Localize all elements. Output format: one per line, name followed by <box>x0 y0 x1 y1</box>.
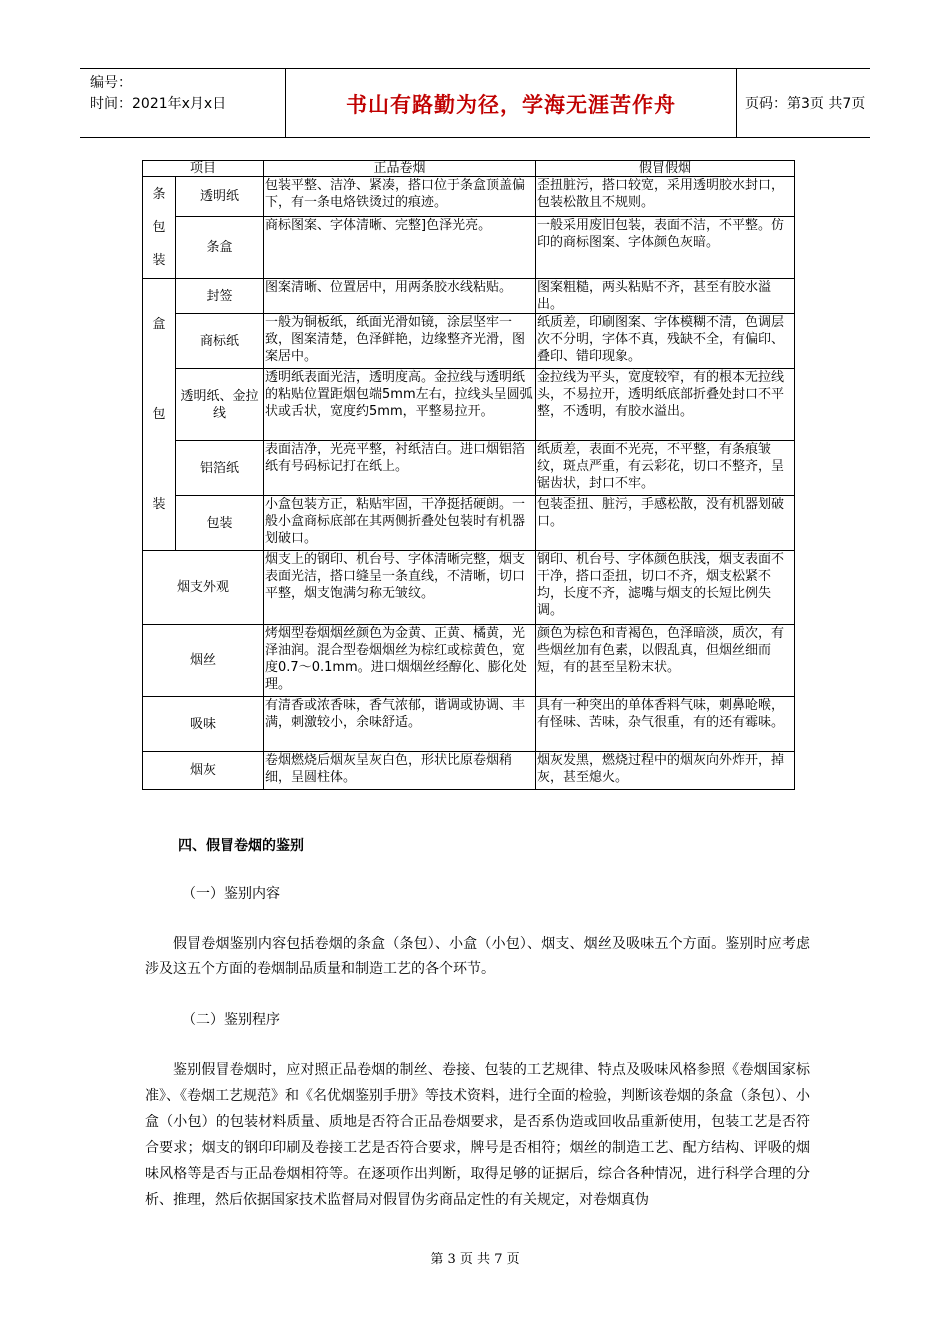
paragraph-procedure-text: 鉴别假冒卷烟时，应对照正品卷烟的制丝、卷接、包装的工艺规律、特点及吸味风格参照《卷烟国家标准》、《卷烟工艺规范》和《名优烟鉴别手册》等技术资料，进行全面的检验，判断该卷烟的条盒（条包）、小盒（小包）的包装材料质量、质地是否符合正品卷烟要求，是否系伪造或回收品重新使用，包装工艺是否符合要求；烟支的钢印印刷及卷接工艺是否符合要求，牌号是否相符；烟丝的制造工艺、配方结构、评吸的烟味风格等是否与正品卷烟相符等。在逐项作出判断，取得足够的证据后，综合各种情况，进行科学合理的分析、推理，然后依据国家技术监督局对假冒伪劣商品定性的有关规定，对卷烟真伪 <box>145 1062 810 1208</box>
row-fake: 颜色为棕色和青褐色，色泽暗淡，质次，有些烟丝加有色素，以假乱真，但烟丝细而短，有的甚至呈粉末状。 <box>536 625 795 697</box>
table-row <box>143 369 795 441</box>
table-row <box>143 441 795 496</box>
group-tiaobaozhuang <box>143 177 176 279</box>
header-item: 项目 <box>143 161 264 177</box>
table-row <box>143 496 795 551</box>
paragraph-content-text: 假冒卷烟鉴别内容包括卷烟的条盒（条包）、小盒（小包）、烟支、烟丝及吸味五个方面。鉴别时应考虑涉及这五个方面的卷烟制品质量和制造工艺的各个环节。 <box>145 936 810 977</box>
row-genuine: 卷烟燃烧后烟灰呈灰白色，形状比原卷烟稍细，呈圆柱体。 <box>264 752 536 790</box>
table-row <box>143 314 795 369</box>
header-motto: 书山有路勤为径，学海无涯苦作舟 <box>346 93 676 117</box>
row-item: 透明纸 <box>176 177 264 217</box>
page-footer: 第 3 页 共 7 页 <box>430 1252 520 1267</box>
row-item: 烟支外观 <box>143 551 264 625</box>
row-item: 烟丝 <box>143 625 264 697</box>
row-fake: 歪扭脏污，搭口较宽，采用透明胶水封口，包装松散且不规则。 <box>536 177 795 217</box>
subsection-title-content: （一）鉴别内容 <box>182 886 280 902</box>
header-motto-cell <box>285 69 737 137</box>
group-char: 条 <box>152 186 166 202</box>
header-genuine: 正品卷烟 <box>264 161 536 177</box>
paragraph-content <box>145 932 810 982</box>
row-item: 包装 <box>176 496 264 551</box>
row-item: 条盒 <box>176 217 264 279</box>
row-genuine: 包装平整、洁净、紧凑，搭口位于条盒顶盖偏下，有一条电烙铁烫过的痕迹。 <box>264 177 536 217</box>
row-item: 烟灰 <box>143 752 264 790</box>
row-fake: 一般采用废旧包装，表面不洁，不平整。仿印的商标图案、字体颜色灰暗。 <box>536 217 795 279</box>
row-fake: 具有一种突出的单体香料气味，刺鼻呛喉，有怪味、苦味，杂气很重，有的还有霉味。 <box>536 697 795 752</box>
row-genuine: 有清香或浓香味，香气浓郁，谐调或协调、丰满，刺激较小，余味舒适。 <box>264 697 536 752</box>
table-row <box>143 625 795 697</box>
row-genuine: 烤烟型卷烟烟丝颜色为金黄、正黄、橘黄，光泽油润。混合型卷烟烟丝为棕红或棕黄色，宽度0.7～0.1mm。进口烟烟丝经醇化、膨化处理。 <box>264 625 536 697</box>
row-genuine: 表面洁净，光亮平整，衬纸洁白。进口烟铝箔纸有号码标记打在纸上。 <box>264 441 536 496</box>
table-row <box>143 551 795 625</box>
row-genuine: 烟支上的钢印、机台号、字体清晰完整，烟支表面光洁，搭口缝呈一条直线，不清晰，切口平整，烟支饱满匀称无皱纹。 <box>264 551 536 625</box>
group-char: 装 <box>152 253 166 269</box>
row-fake: 纸质差，表面不光亮，不平整，有条痕皱纹，斑点严重，有云彩花，切口不整齐，呈锯齿状，封口不牢。 <box>536 441 795 496</box>
row-fake: 烟灰发黑，燃烧过程中的烟灰向外炸开，掉灰，甚至熄火。 <box>536 752 795 790</box>
row-item: 铝箔纸 <box>176 441 264 496</box>
header-number: 编号： <box>90 75 132 91</box>
row-fake: 纸质差，印刷图案、字体模糊不清，色调层次不分明，字体不真，残缺不全，有偏印、叠印、错印现象。 <box>536 314 795 369</box>
section-title: 四、假冒卷烟的鉴别 <box>178 838 304 854</box>
paragraph-procedure <box>145 1057 810 1213</box>
row-item: 透明纸、金拉线 <box>176 369 264 441</box>
table-row <box>143 697 795 752</box>
row-item: 商标纸 <box>176 314 264 369</box>
row-item: 封签 <box>176 279 264 314</box>
group-hebaozhuang <box>143 279 176 551</box>
row-item: 吸味 <box>143 697 264 752</box>
row-genuine: 图案清晰、位置居中，用两条胶水线粘贴。 <box>264 279 536 314</box>
group-char: 盒 <box>152 317 166 332</box>
page-header <box>80 68 870 138</box>
table-row <box>143 279 795 314</box>
table-row <box>143 217 795 279</box>
row-genuine: 一般为铜板纸，纸面光滑如镜，涂层坚牢一致，图案清楚，色泽鲜艳，边缘整齐光滑，图案居中。 <box>264 314 536 369</box>
group-char: 包 <box>152 219 166 235</box>
row-fake: 金拉线为平头，宽度较窄，有的根本无拉线头，不易拉开，透明纸底部折叠处封口不平整，不透明，有胶水溢出。 <box>536 369 795 441</box>
row-fake: 钢印、机台号、字体颜色肤浅，烟支表面不干净，搭口歪扭，切口不齐，烟支松紧不均，长度不齐，滤嘴与烟支的长短比例失调。 <box>536 551 795 625</box>
table-header-row <box>143 161 795 177</box>
row-fake: 图案粗糙，两头粘贴不齐，甚至有胶水溢出。 <box>536 279 795 314</box>
row-genuine: 透明纸表面光洁，透明度高。金拉线与透明纸的粘贴位置距烟包端5mm左右，拉线头呈圆弧状或舌状，宽度约5mm，平整易拉开。 <box>264 369 536 441</box>
group-char: 装 <box>152 497 166 512</box>
group-char: 包 <box>152 407 166 422</box>
row-fake: 包装歪扭、脏污，手感松散，没有机器划破口。 <box>536 496 795 551</box>
row-genuine: 商标图案、字体清晰、完整]色泽光亮。 <box>264 217 536 279</box>
header-page-number: 页码：第3页 共7页 <box>745 96 866 112</box>
subsection-title-procedure: （二）鉴别程序 <box>182 1012 280 1028</box>
table-row <box>143 752 795 790</box>
header-time: 时间：2021年x月x日 <box>90 96 227 112</box>
table-row <box>143 177 795 217</box>
row-genuine: 小盒包装方正，粘贴牢固，干净挺括硬朗。一般小盒商标底部在其两侧折叠处包装时有机器划破口。 <box>264 496 536 551</box>
header-meta <box>90 73 290 115</box>
comparison-table <box>142 160 795 790</box>
header-fake: 假冒假烟 <box>536 161 795 177</box>
